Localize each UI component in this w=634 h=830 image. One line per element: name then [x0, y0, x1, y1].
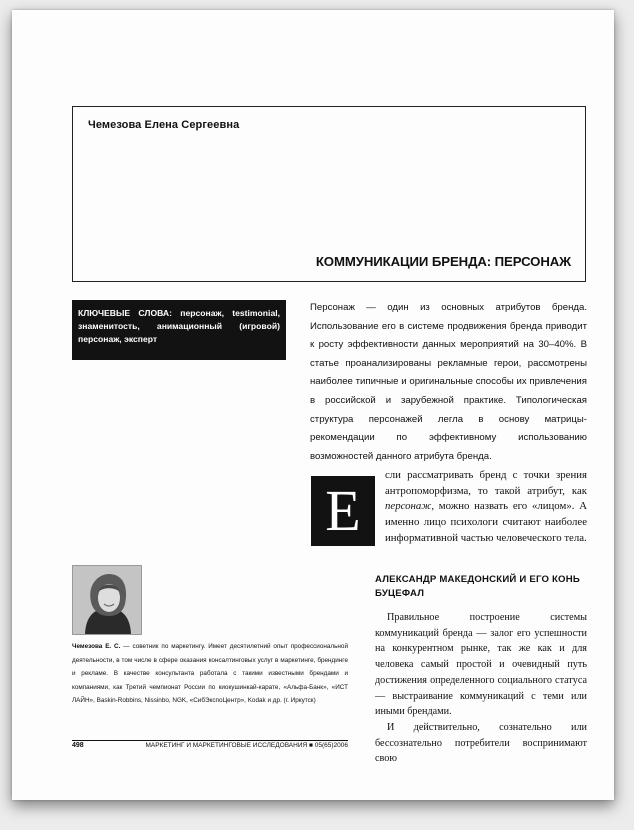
- footer-divider: [72, 740, 348, 741]
- bio-text: — советник по маркетингу. Имеет десятилетний опыт профессиональной деятельности, в том числе в сфере оказания консалтинговых услуг в маркетинге, брендинге и рекламе. В качестве консультанта работала с такими известными брендами и компаниями, как Третий чемпионат России по киокушинкай-карате, «Альфа-Банк», «ИСТ ЛАЙН», Baskin-Robbins, Nissinbo, NGK, «СибЭкспоЦентр», Kodak и др. (г. Иркутск): [72, 643, 348, 705]
- journal-name: МАРКЕТИНГ И МАРКЕТИНГОВЫЕ ИССЛЕДОВАНИЯ ■ 05(65)2006: [145, 742, 348, 749]
- drop-cap: Е: [311, 476, 375, 546]
- intro-text-end: , можно назвать его «лицом». А именно лицо психологи считают наиболее информативной частью человеческого тела.: [385, 500, 587, 544]
- bio-name: Чемезова Е. С.: [72, 643, 121, 650]
- author-portrait-icon: [73, 566, 142, 635]
- author-photo: [72, 565, 142, 635]
- intro-emphasis: персонаж: [385, 500, 432, 513]
- intro-text-start: сли рассматривать бренд с точки зрения антропоморфизма, то такой атрибут, как: [385, 469, 587, 497]
- article-header-box: [72, 106, 586, 282]
- page-number: 498: [72, 742, 84, 749]
- keywords-box: КЛЮЧЕВЫЕ СЛОВА: персонаж, testimonial, знаменитость, анимационный (игровой) персонаж, эксперт: [72, 300, 286, 360]
- author-bio: [72, 640, 348, 708]
- article-title: КОММУНИКАЦИИ БРЕНДА: ПЕРСОНАЖ: [315, 254, 571, 269]
- author-name: Чемезова Елена Сергеевна: [88, 119, 240, 131]
- body-paragraph: Правильное построение системы коммуникаций бренда — залог его успешности на конкурентном рынке, так же как и для человека самый простой и очевидный путь достижения определенного социального статуса — выстраивание коммуникаций с теми или иными брендами.: [375, 612, 587, 718]
- section-body: [375, 610, 587, 767]
- intro-paragraph: [385, 468, 587, 547]
- body-paragraph: И действительно, сознательно или бессознательно потребители воспринимают свою: [375, 721, 587, 765]
- journal-page: [12, 10, 614, 800]
- abstract: Персонаж — один из основных атрибутов бренда. Использование его в системе продвижения бренда приводит к росту эффективности данных мероприятий на 30–40%. В статье проанализированы рекламные герои, рассмотрены наиболее типичные и оригинальные способы их привлечения в российской и зарубежной практике. Типологическая структура персонажей легла в основу матрицы-рекомендации по эффективному использованию возможностей данного атрибута бренда.: [310, 302, 587, 462]
- section-heading: АЛЕКСАНДР МАКЕДОНСКИЙ И ЕГО КОНЬ БУЦЕФАЛ: [375, 574, 580, 599]
